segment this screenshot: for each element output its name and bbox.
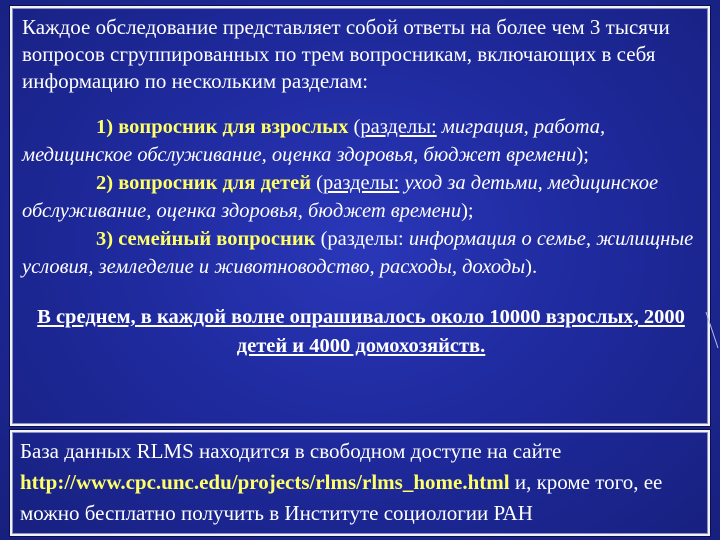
sections-label: разделы: <box>323 172 400 194</box>
rlms-website-link[interactable]: http://www.cpc.unc.edu/projects/rlms/rlms_home.html <box>20 470 510 494</box>
db-text-before: База данных RLMS находится в свободном доступе на сайте <box>20 439 562 463</box>
paren-open: ( <box>348 116 361 138</box>
sections-label: разделы: <box>360 116 437 138</box>
questionnaire-title: 2) вопросник для детей <box>96 172 312 194</box>
sections-label: разделы: <box>327 228 404 250</box>
questionnaire-title: 3) семейный вопросник <box>96 228 316 250</box>
paren-close: ). <box>525 256 538 278</box>
sample-size-summary: В среднем, в каждой волне опрашивалось около 10000 взрослых, 2000 детей и 4000 домохозяйств. <box>37 306 685 357</box>
database-access-panel <box>10 430 710 536</box>
paren-open: ( <box>315 228 328 250</box>
paren-close: ); <box>461 200 474 222</box>
sections-topics: информация о семье, жилищные условия, земледелие и животноводство, расходы, доходы <box>22 228 694 278</box>
sections-topics: уход за детьми, медицинское обслуживание, оценка здоровья, бюджет времени <box>22 172 659 222</box>
questionnaire-title: 1) вопросник для взрослых <box>96 116 349 138</box>
db-text-after: и, кроме того, ее можно бесплатно получить в Институте социологии РАН <box>20 470 663 525</box>
paren-open: ( <box>311 172 323 194</box>
questionnaire-item-family <box>22 225 700 281</box>
sections-topics: миграция, работа, медицинское обслуживание, оценка здоровья, бюджет времени <box>22 116 606 166</box>
paren-close: ); <box>576 144 589 166</box>
decorative-line-icon <box>704 310 720 350</box>
survey-intro-text: Каждое обследование представляет собой ответы на более чем 3 тысячи вопросов сгруппированных по трем вопросникам, включающих в себя информацию по нескольким разделам: <box>22 15 670 93</box>
database-access-text <box>20 436 700 529</box>
questionnaire-item-adults <box>22 113 700 169</box>
survey-description-panel <box>10 6 710 426</box>
questionnaire-item-children <box>22 169 700 225</box>
questionnaire-list <box>22 113 700 281</box>
